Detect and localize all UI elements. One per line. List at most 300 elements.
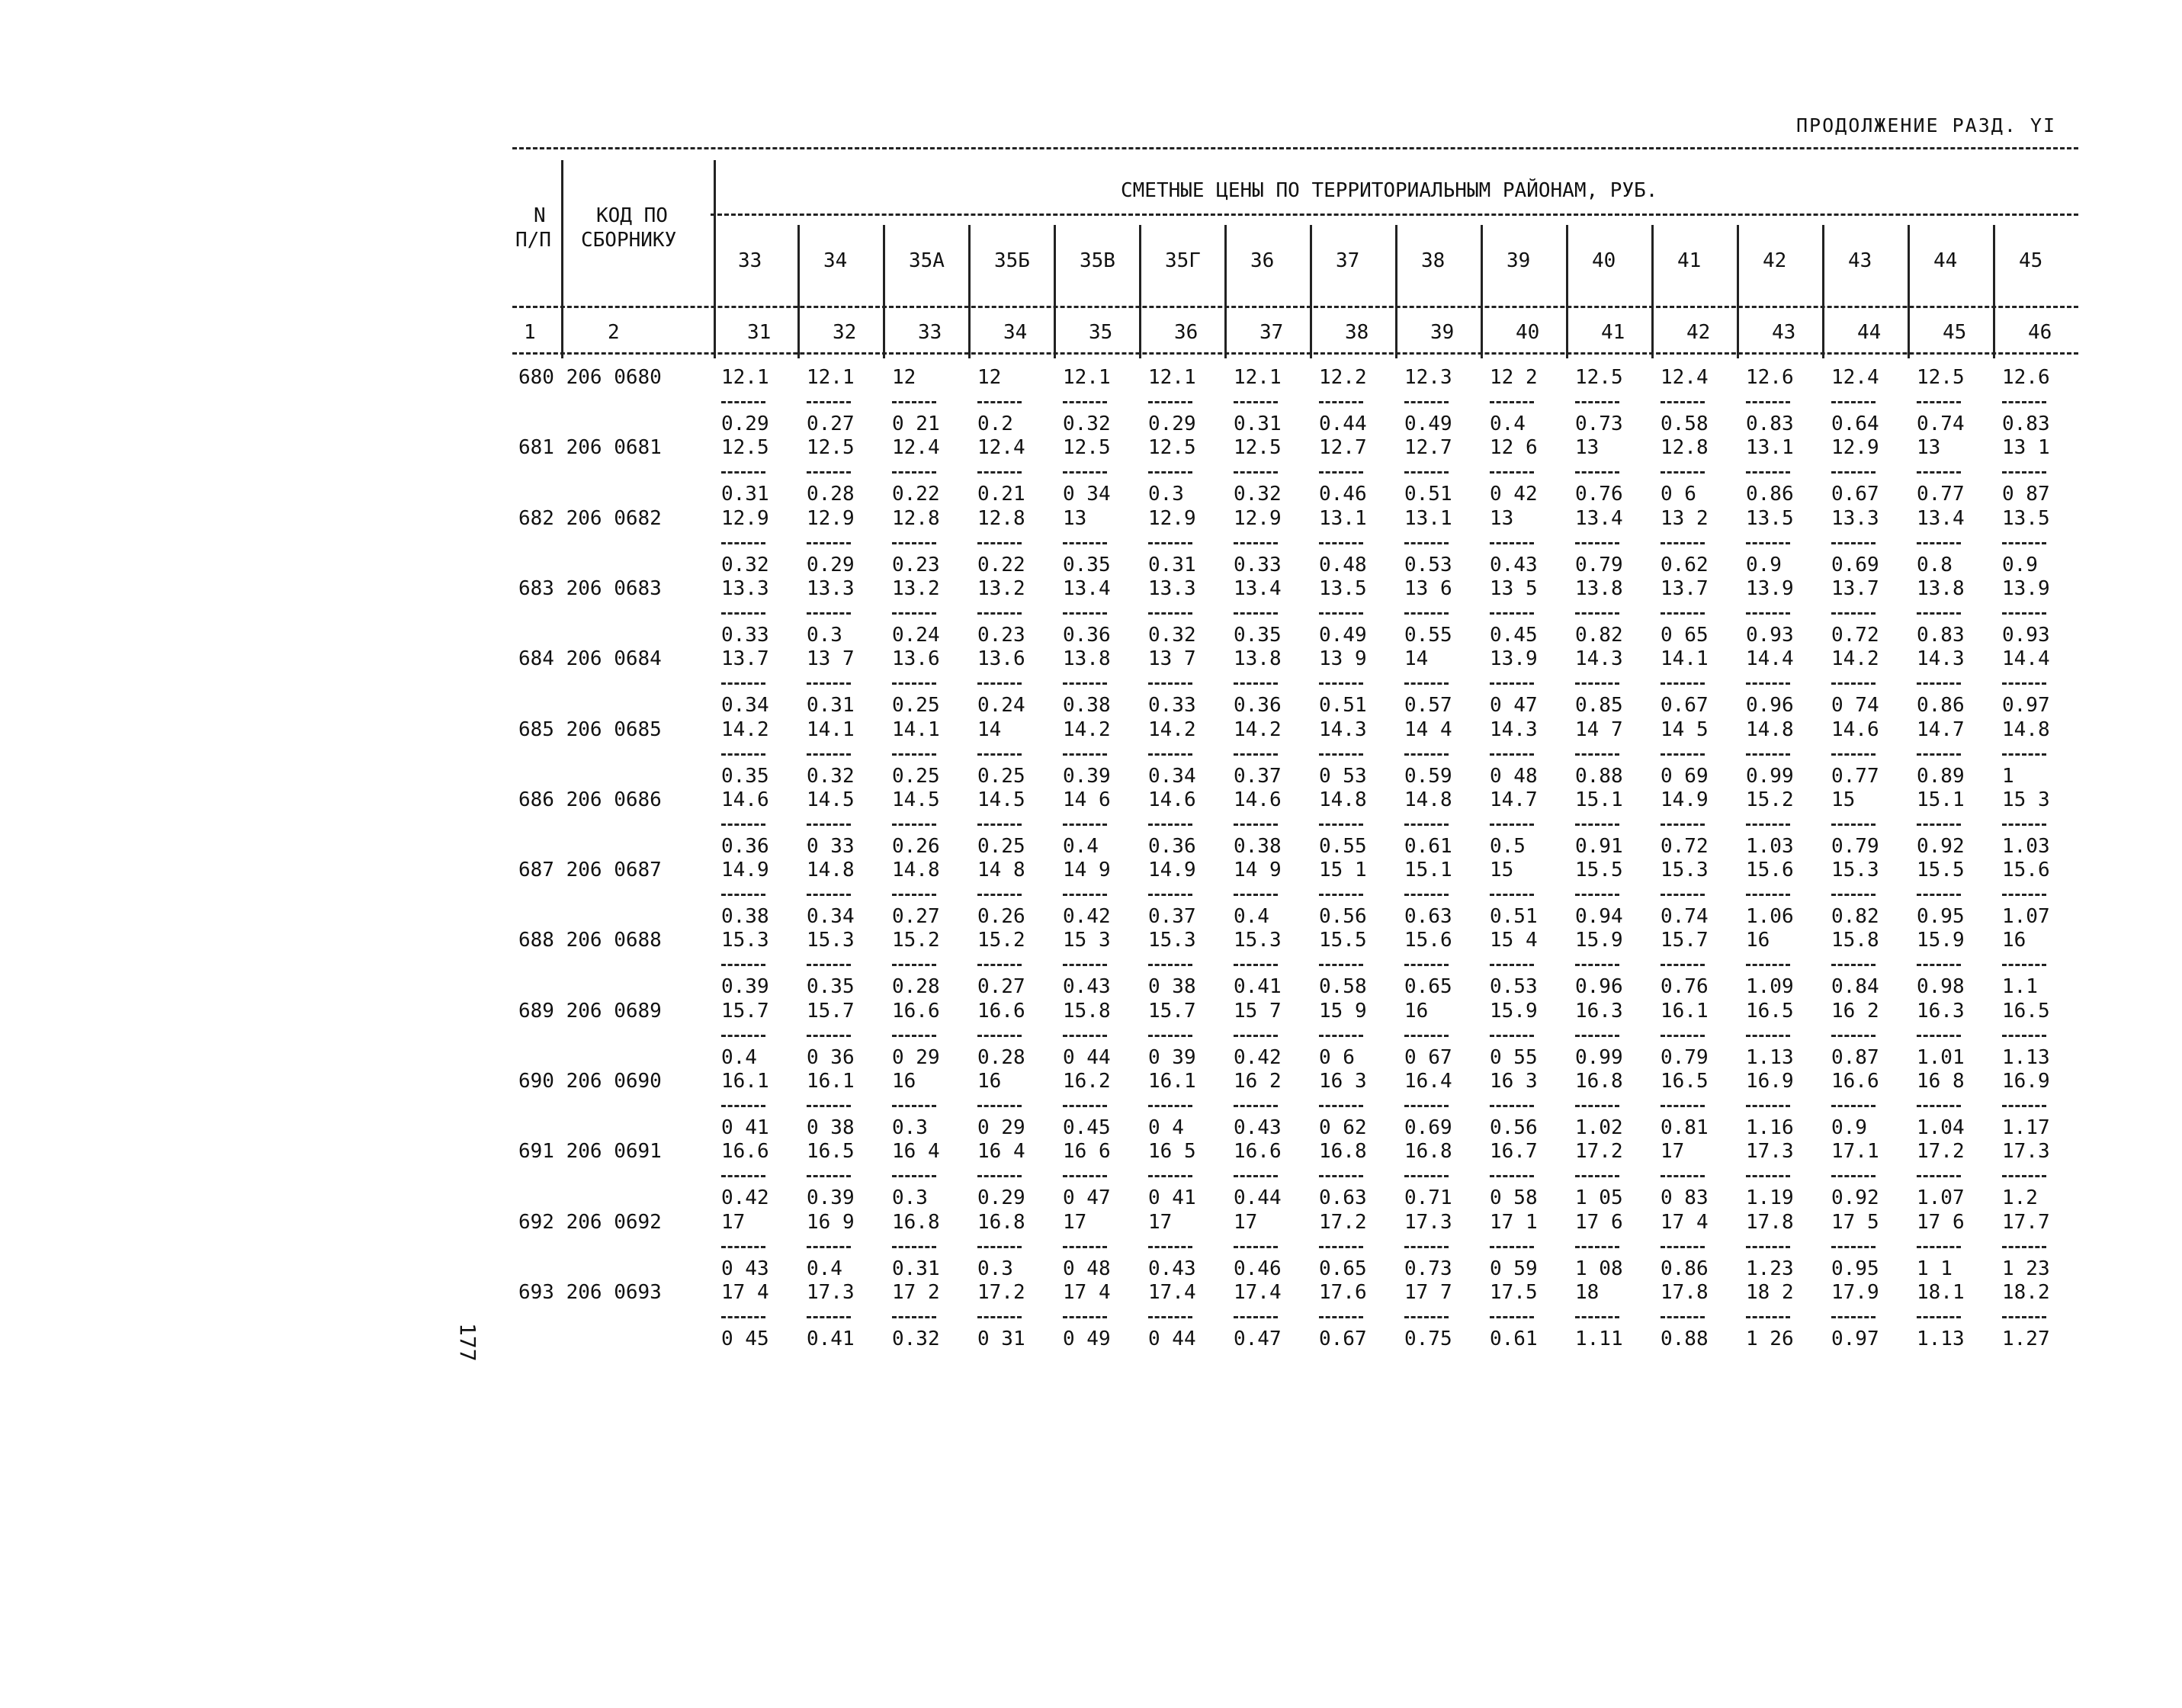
fraction-rule xyxy=(1490,964,1534,966)
fraction-rule xyxy=(807,682,851,685)
fraction-rule xyxy=(1063,1246,1107,1248)
fraction-rule xyxy=(1917,612,1961,615)
price-value: 12.5 xyxy=(1148,436,1196,459)
fraction-rule xyxy=(1404,542,1449,544)
fraction-rule xyxy=(1831,1316,1876,1318)
fraction-rule xyxy=(1404,894,1449,896)
column-separator xyxy=(1651,225,1654,358)
fraction-rule xyxy=(1575,1105,1619,1107)
price-value: 17.3 xyxy=(807,1281,855,1304)
price-value: 15.5 xyxy=(1575,859,1623,881)
price-value: 14.6 xyxy=(1831,718,1879,741)
fraction-rule xyxy=(1148,894,1192,896)
fraction-rule xyxy=(2002,682,2046,685)
fraction-rule xyxy=(1661,1035,1705,1037)
price-value: 15.2 xyxy=(977,929,1025,952)
fraction-rule xyxy=(1575,964,1619,966)
price-value: 16 xyxy=(2002,929,2026,952)
fraction-rule xyxy=(892,471,936,474)
fraction-rule xyxy=(892,1246,936,1248)
fraction-rule xyxy=(1575,542,1619,544)
labor-value: 0.32 xyxy=(721,554,769,576)
labor-value: 0 29 xyxy=(892,1046,940,1069)
fraction-rule xyxy=(807,824,851,826)
labor-value: 0.2 xyxy=(977,413,1013,435)
price-value: 16.1 xyxy=(721,1070,769,1093)
labor-value: 0.57 xyxy=(1404,694,1452,717)
fraction-rule xyxy=(807,753,851,756)
fraction-rule xyxy=(1831,824,1876,826)
fraction-rule xyxy=(1746,542,1790,544)
region-header: 35В xyxy=(1080,249,1115,272)
region-header: 39 xyxy=(1507,249,1531,272)
fraction-rule xyxy=(1234,401,1278,403)
fraction-rule xyxy=(1234,682,1278,685)
labor-value: 0.77 xyxy=(1831,765,1879,788)
column-separator xyxy=(883,225,885,358)
fraction-rule xyxy=(1319,1035,1363,1037)
labor-value: 0 39 xyxy=(1148,1046,1196,1069)
fraction-rule xyxy=(1575,824,1619,826)
price-value: 13.5 xyxy=(2002,507,2050,530)
fraction-rule xyxy=(1831,753,1876,756)
price-value: 18.1 xyxy=(1917,1281,1965,1304)
labor-value: 0.33 xyxy=(1234,554,1282,576)
labor-value: 0.97 xyxy=(1831,1328,1879,1350)
labor-value: 0.95 xyxy=(1831,1257,1879,1280)
price-value: 17.2 xyxy=(977,1281,1025,1304)
row-code: 691 206 0691 xyxy=(518,1140,662,1163)
price-value: 13 7 xyxy=(1148,647,1196,670)
fraction-rule xyxy=(1917,401,1961,403)
labor-value: 0 33 xyxy=(807,835,855,858)
labor-value: 0.96 xyxy=(1575,975,1623,998)
price-value: 13.3 xyxy=(721,577,769,600)
price-value: 17.9 xyxy=(1831,1281,1879,1304)
labor-value: 1 08 xyxy=(1575,1257,1623,1280)
labor-value: 0.67 xyxy=(1831,483,1879,506)
price-value: 15 9 xyxy=(1319,1000,1367,1023)
fraction-rule xyxy=(977,401,1022,403)
fraction-rule xyxy=(1661,542,1705,544)
fraction-rule xyxy=(1917,1246,1961,1248)
column-separator xyxy=(1481,225,1483,358)
fraction-rule xyxy=(721,894,765,896)
row-code: 693 206 0693 xyxy=(518,1281,662,1304)
fraction-rule xyxy=(1661,964,1705,966)
region-header: 37 xyxy=(1336,249,1360,272)
fraction-rule xyxy=(1319,1246,1363,1248)
price-value: 14.4 xyxy=(2002,647,2050,670)
price-value: 14.2 xyxy=(1063,718,1111,741)
price-value: 12.5 xyxy=(1575,366,1623,389)
fraction-rule xyxy=(1063,1175,1107,1177)
labor-value: 0.86 xyxy=(1746,483,1794,506)
labor-value: 0.23 xyxy=(892,554,940,576)
price-value: 14 9 xyxy=(1063,859,1111,881)
price-value: 16.1 xyxy=(1661,1000,1709,1023)
labor-value: 0.83 xyxy=(1746,413,1794,435)
index-cell: 44 xyxy=(1857,321,1882,344)
fraction-rule xyxy=(2002,894,2046,896)
price-value: 13.9 xyxy=(2002,577,2050,600)
price-value: 14 7 xyxy=(1575,718,1623,741)
labor-value: 0.34 xyxy=(721,694,769,717)
labor-value: 1.13 xyxy=(1917,1328,1965,1350)
fraction-rule xyxy=(892,894,936,896)
price-value: 15 1 xyxy=(1319,859,1367,881)
fraction-rule xyxy=(1404,1035,1449,1037)
fraction-rule xyxy=(1234,894,1278,896)
fraction-rule xyxy=(2002,612,2046,615)
fraction-rule xyxy=(1319,401,1363,403)
price-value: 14 xyxy=(1404,647,1429,670)
labor-value: 0.31 xyxy=(1148,554,1196,576)
fraction-rule xyxy=(977,824,1022,826)
labor-value: 0.76 xyxy=(1575,483,1623,506)
fraction-rule xyxy=(2002,824,2046,826)
fraction-rule xyxy=(892,1316,936,1318)
price-value: 16 2 xyxy=(1831,1000,1879,1023)
price-value: 14.5 xyxy=(977,788,1025,811)
fraction-rule xyxy=(1490,1316,1534,1318)
labor-value: 0.32 xyxy=(1063,413,1111,435)
price-value: 14 5 xyxy=(1661,718,1709,741)
labor-value: 0.48 xyxy=(1319,554,1367,576)
fraction-rule xyxy=(1319,824,1363,826)
labor-value: 0.3 xyxy=(892,1186,928,1209)
labor-value: 0.25 xyxy=(892,694,940,717)
fraction-rule xyxy=(1319,542,1363,544)
fraction-rule xyxy=(1490,1035,1534,1037)
price-value: 16.1 xyxy=(1148,1070,1196,1093)
price-value: 12.8 xyxy=(977,507,1025,530)
labor-value: 0.43 xyxy=(1063,975,1111,998)
price-value: 16.3 xyxy=(1575,1000,1623,1023)
index-cell: 35 xyxy=(1089,321,1113,344)
price-value: 17 4 xyxy=(1063,1281,1111,1304)
labor-value: 0.65 xyxy=(1404,975,1452,998)
fraction-rule xyxy=(1831,894,1876,896)
price-value: 16.6 xyxy=(1234,1140,1282,1163)
labor-value: 0.31 xyxy=(807,694,855,717)
price-value: 14.1 xyxy=(1661,647,1709,670)
fraction-rule xyxy=(1917,753,1961,756)
price-value: 14 8 xyxy=(977,859,1025,881)
labor-value: 0.73 xyxy=(1404,1257,1452,1280)
fraction-rule xyxy=(1148,1246,1192,1248)
fraction-rule xyxy=(1234,612,1278,615)
labor-value: 0.85 xyxy=(1575,694,1623,717)
column-separator xyxy=(561,160,563,358)
column-header-code: СБОРНИКУ xyxy=(581,229,677,252)
fraction-rule xyxy=(1234,824,1278,826)
labor-value: 0.53 xyxy=(1490,975,1538,998)
fraction-rule xyxy=(1319,612,1363,615)
fraction-rule xyxy=(1234,1316,1278,1318)
fraction-rule xyxy=(1575,1035,1619,1037)
labor-value: 0 44 xyxy=(1148,1328,1196,1350)
price-value: 17 xyxy=(1661,1140,1685,1163)
fraction-rule xyxy=(1063,894,1107,896)
price-value: 17 xyxy=(1148,1211,1173,1234)
price-value: 14.2 xyxy=(1148,718,1196,741)
price-value: 12.1 xyxy=(1234,366,1282,389)
labor-value: 0.43 xyxy=(1234,1116,1282,1139)
labor-value: 1 23 xyxy=(2002,1257,2050,1280)
price-value: 13 xyxy=(1063,507,1087,530)
labor-value: 0.8 xyxy=(1917,554,1953,576)
header-bottom-rule xyxy=(512,352,2078,355)
fraction-rule xyxy=(721,1175,765,1177)
page-number: 177 xyxy=(455,1323,480,1362)
price-value: 13 6 xyxy=(1404,577,1452,600)
fraction-rule xyxy=(892,1175,936,1177)
fraction-rule xyxy=(1575,1246,1619,1248)
fraction-rule xyxy=(2002,753,2046,756)
price-value: 14.2 xyxy=(1831,647,1879,670)
price-value: 13.6 xyxy=(977,647,1025,670)
fraction-rule xyxy=(807,1246,851,1248)
labor-value: 0 36 xyxy=(807,1046,855,1069)
labor-value: 0.94 xyxy=(1575,905,1623,928)
price-value: 12.1 xyxy=(1148,366,1196,389)
fraction-rule xyxy=(1831,682,1876,685)
labor-value: 0 38 xyxy=(1148,975,1196,998)
fraction-rule xyxy=(1661,894,1705,896)
price-value: 14.3 xyxy=(1490,718,1538,741)
labor-value: 0 67 xyxy=(1404,1046,1452,1069)
fraction-rule xyxy=(1746,824,1790,826)
row-code: 681 206 0681 xyxy=(518,436,662,459)
fraction-rule xyxy=(1575,894,1619,896)
fraction-rule xyxy=(1490,542,1534,544)
labor-value: 0 55 xyxy=(1490,1046,1538,1069)
fraction-rule xyxy=(1917,1035,1961,1037)
index-cell: 46 xyxy=(2028,321,2052,344)
column-separator xyxy=(1395,225,1397,358)
labor-value: 0 6 xyxy=(1319,1046,1355,1069)
price-value: 14.9 xyxy=(1661,788,1709,811)
row-code: 683 206 0683 xyxy=(518,577,662,600)
labor-value: 0 41 xyxy=(721,1116,769,1139)
labor-value: 0.42 xyxy=(1234,1046,1282,1069)
labor-value: 0.67 xyxy=(1661,694,1709,717)
price-value: 16.6 xyxy=(1831,1070,1879,1093)
row-code: 684 206 0684 xyxy=(518,647,662,670)
labor-value: 0.91 xyxy=(1575,835,1623,858)
price-value: 17.1 xyxy=(1831,1140,1879,1163)
labor-value: 0.39 xyxy=(721,975,769,998)
price-value: 15.7 xyxy=(807,1000,855,1023)
fraction-rule xyxy=(1575,401,1619,403)
column-separator xyxy=(968,225,971,358)
labor-value: 0.79 xyxy=(1831,835,1879,858)
fraction-rule xyxy=(1746,753,1790,756)
labor-value: 0 45 xyxy=(721,1328,769,1350)
price-value: 14.3 xyxy=(1319,718,1367,741)
labor-value: 0.21 xyxy=(977,483,1025,506)
price-value: 17 xyxy=(1063,1211,1087,1234)
fraction-rule xyxy=(1490,824,1534,826)
labor-value: 0.35 xyxy=(1234,624,1282,647)
labor-value: 0.93 xyxy=(2002,624,2050,647)
labor-value: 0.74 xyxy=(1661,905,1709,928)
fraction-rule xyxy=(1831,1246,1876,1248)
price-value: 15.3 xyxy=(807,929,855,952)
labor-value: 0.83 xyxy=(1917,624,1965,647)
fraction-rule xyxy=(1575,682,1619,685)
labor-value: 1 1 xyxy=(1917,1257,1953,1280)
fraction-rule xyxy=(1234,964,1278,966)
fraction-rule xyxy=(1404,1246,1449,1248)
fraction-rule xyxy=(977,682,1022,685)
labor-value: 0.55 xyxy=(1319,835,1367,858)
fraction-rule xyxy=(2002,1316,2046,1318)
fraction-rule xyxy=(1746,894,1790,896)
price-value: 14.4 xyxy=(1746,647,1794,670)
labor-value: 0.62 xyxy=(1661,554,1709,576)
labor-value: 0.87 xyxy=(1831,1046,1879,1069)
labor-value: 0.86 xyxy=(1661,1257,1709,1280)
price-value: 17 2 xyxy=(892,1281,940,1304)
fraction-rule xyxy=(892,682,936,685)
column-separator xyxy=(1139,225,1141,358)
labor-value: 0.67 xyxy=(1319,1328,1367,1350)
column-separator xyxy=(1822,225,1824,358)
price-value: 14.2 xyxy=(1234,718,1282,741)
labor-value: 1.19 xyxy=(1746,1186,1794,1209)
labor-value: 0.71 xyxy=(1404,1186,1452,1209)
price-value: 15 3 xyxy=(2002,788,2050,811)
fraction-rule xyxy=(1148,1316,1192,1318)
price-value: 17.2 xyxy=(1319,1211,1367,1234)
price-value: 17.3 xyxy=(2002,1140,2050,1163)
labor-value: 0.35 xyxy=(1063,554,1111,576)
price-value: 16 8 xyxy=(1917,1070,1965,1093)
labor-value: 1.16 xyxy=(1746,1116,1794,1139)
fraction-rule xyxy=(1831,1035,1876,1037)
index-cell: 1 xyxy=(524,321,536,344)
column-header-num: N xyxy=(534,204,546,227)
labor-value: 0 38 xyxy=(807,1116,855,1139)
index-cell: 31 xyxy=(747,321,772,344)
price-value: 14.6 xyxy=(1234,788,1282,811)
price-value: 12.4 xyxy=(1661,366,1709,389)
labor-value: 0.38 xyxy=(1063,694,1111,717)
labor-value: 0.77 xyxy=(1917,483,1965,506)
labor-value: 1.13 xyxy=(2002,1046,2050,1069)
fraction-rule xyxy=(721,1316,765,1318)
fraction-rule xyxy=(1063,964,1107,966)
labor-value: 0.36 xyxy=(1063,624,1111,647)
labor-value: 0.3 xyxy=(807,624,842,647)
fraction-rule xyxy=(1746,1316,1790,1318)
price-value: 17.3 xyxy=(1404,1211,1452,1234)
labor-value: 0.27 xyxy=(977,975,1025,998)
price-value: 16 xyxy=(977,1070,1002,1093)
labor-value: 0 42 xyxy=(1490,483,1538,506)
labor-value: 0.64 xyxy=(1831,413,1879,435)
fraction-rule xyxy=(721,1035,765,1037)
labor-value: 0.24 xyxy=(892,624,940,647)
price-value: 17 7 xyxy=(1404,1281,1452,1304)
price-value: 13.1 xyxy=(1746,436,1794,459)
labor-value: 0.31 xyxy=(721,483,769,506)
fraction-rule xyxy=(1831,1175,1876,1177)
labor-value: 0.31 xyxy=(1234,413,1282,435)
fraction-rule xyxy=(1063,1316,1107,1318)
price-value: 12.9 xyxy=(1831,436,1879,459)
fraction-rule xyxy=(1575,612,1619,615)
header-mid-rule xyxy=(512,306,2078,308)
fraction-rule xyxy=(1234,1175,1278,1177)
index-cell: 33 xyxy=(918,321,942,344)
price-value: 15.2 xyxy=(1746,788,1794,811)
price-value: 16.5 xyxy=(1746,1000,1794,1023)
price-value: 12 6 xyxy=(1490,436,1538,459)
fraction-rule xyxy=(1661,471,1705,474)
price-value: 15.6 xyxy=(1404,929,1452,952)
price-value: 16 4 xyxy=(977,1140,1025,1163)
price-value: 12.4 xyxy=(1831,366,1879,389)
labor-value: 0.32 xyxy=(1148,624,1196,647)
labor-value: 0.4 xyxy=(1490,413,1526,435)
labor-value: 0.4 xyxy=(1234,905,1269,928)
price-value: 15.7 xyxy=(1661,929,1709,952)
price-value: 12 xyxy=(977,366,1002,389)
labor-value: 0.42 xyxy=(1063,905,1111,928)
index-cell: 40 xyxy=(1516,321,1540,344)
fraction-rule xyxy=(1746,471,1790,474)
labor-value: 1.02 xyxy=(1575,1116,1623,1139)
labor-value: 0.32 xyxy=(892,1328,940,1350)
labor-value: 0.27 xyxy=(807,413,855,435)
price-value: 13.4 xyxy=(1917,507,1965,530)
fraction-rule xyxy=(2002,401,2046,403)
fraction-rule xyxy=(1575,1316,1619,1318)
labor-value: 0 41 xyxy=(1148,1186,1196,1209)
price-value: 16 9 xyxy=(807,1211,855,1234)
fraction-rule xyxy=(892,964,936,966)
price-value: 14 9 xyxy=(1234,859,1282,881)
fraction-rule xyxy=(892,542,936,544)
column-separator xyxy=(1908,225,1910,358)
price-value: 15.8 xyxy=(1063,1000,1111,1023)
price-value: 13.1 xyxy=(1404,507,1452,530)
price-value: 16.5 xyxy=(2002,1000,2050,1023)
price-value: 13.3 xyxy=(807,577,855,600)
labor-value: 0 34 xyxy=(1063,483,1111,506)
price-value: 14 xyxy=(977,718,1002,741)
labor-value: 0.4 xyxy=(1063,835,1099,858)
labor-value: 1.1 xyxy=(2002,975,2038,998)
labor-value: 0.82 xyxy=(1575,624,1623,647)
fraction-rule xyxy=(1746,612,1790,615)
index-cell: 41 xyxy=(1601,321,1625,344)
labor-value: 0.58 xyxy=(1319,975,1367,998)
price-value: 15.6 xyxy=(1746,859,1794,881)
fraction-rule xyxy=(721,471,765,474)
region-header: 35Г xyxy=(1165,249,1201,272)
fraction-rule xyxy=(1661,1175,1705,1177)
fraction-rule xyxy=(1746,401,1790,403)
price-value: 12.5 xyxy=(721,436,769,459)
fraction-rule xyxy=(807,401,851,403)
fraction-rule xyxy=(1661,612,1705,615)
index-cell: 45 xyxy=(1943,321,1967,344)
fraction-rule xyxy=(1063,471,1107,474)
